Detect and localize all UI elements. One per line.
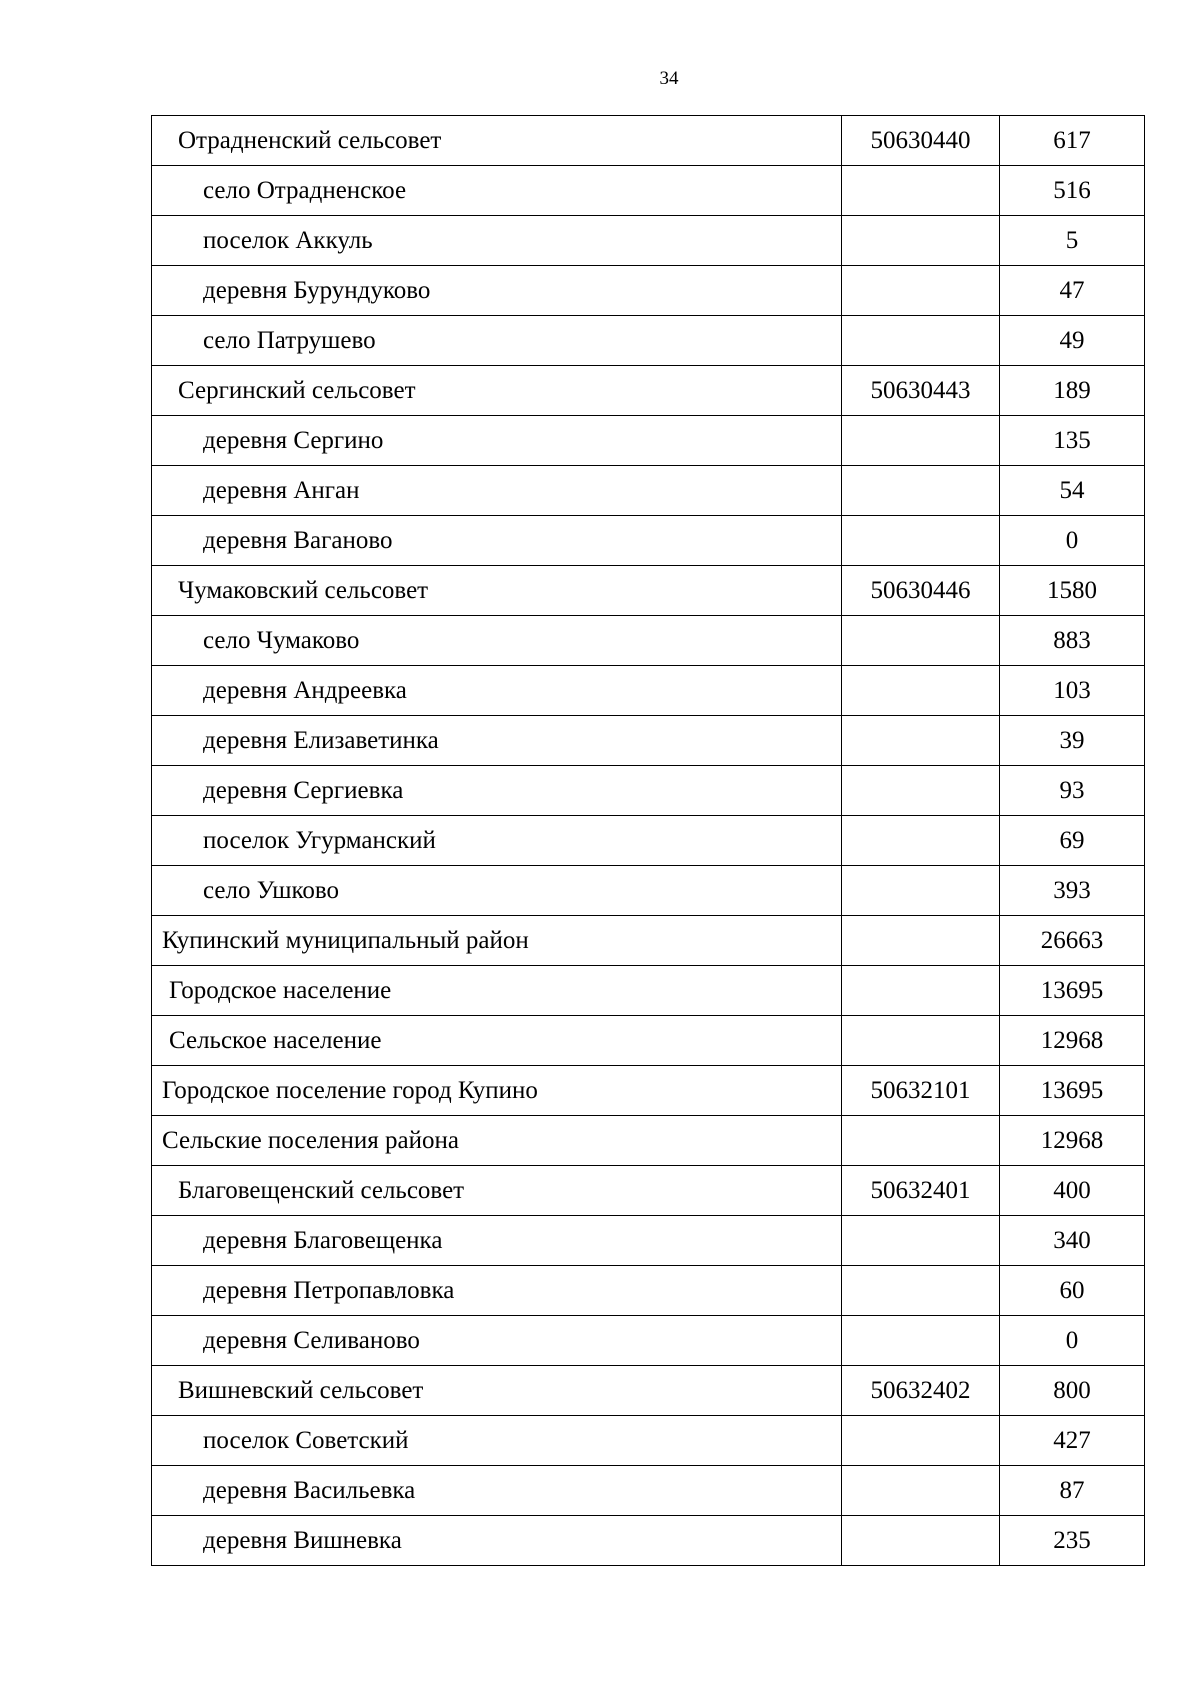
table-row [152, 266, 1145, 316]
row-name-cell: Вишневский сельсовет [152, 1366, 842, 1416]
row-value-cell: 427 [1000, 1416, 1145, 1466]
row-code-cell [842, 516, 1000, 566]
table-row [152, 416, 1145, 466]
row-code-cell: 50632101 [842, 1066, 1000, 1116]
table-row [152, 766, 1145, 816]
row-value-cell: 0 [1000, 1316, 1145, 1366]
row-name-cell: Купинский муниципальный район [152, 916, 842, 966]
row-value-cell: 189 [1000, 366, 1145, 416]
table-body [152, 116, 1145, 1566]
row-name-cell: Городское поселение город Купино [152, 1066, 842, 1116]
table-row [152, 866, 1145, 916]
row-name-cell: поселок Угурманский [152, 816, 842, 866]
row-code-cell [842, 466, 1000, 516]
row-code-cell [842, 216, 1000, 266]
row-code-cell [842, 616, 1000, 666]
row-name-cell: село Патрушево [152, 316, 842, 366]
table-row [152, 1116, 1145, 1166]
row-value-cell: 60 [1000, 1266, 1145, 1316]
row-code-cell [842, 1016, 1000, 1066]
row-value-cell: 235 [1000, 1516, 1145, 1566]
row-code-cell [842, 166, 1000, 216]
row-name-cell: Сельское население [152, 1016, 842, 1066]
row-name-cell: деревня Елизаветинка [152, 716, 842, 766]
row-value-cell: 12968 [1000, 1016, 1145, 1066]
row-code-cell [842, 766, 1000, 816]
row-value-cell: 93 [1000, 766, 1145, 816]
row-value-cell: 0 [1000, 516, 1145, 566]
row-code-cell: 50632401 [842, 1166, 1000, 1216]
row-name-cell: деревня Петропавловка [152, 1266, 842, 1316]
table-row [152, 566, 1145, 616]
row-value-cell: 800 [1000, 1366, 1145, 1416]
row-name-cell: Сельские поселения района [152, 1116, 842, 1166]
row-name-cell: деревня Андреевка [152, 666, 842, 716]
row-code-cell [842, 1266, 1000, 1316]
row-code-cell [842, 1416, 1000, 1466]
row-value-cell: 5 [1000, 216, 1145, 266]
row-code-cell: 50630440 [842, 116, 1000, 166]
row-value-cell: 103 [1000, 666, 1145, 716]
row-name-cell: деревня Сергино [152, 416, 842, 466]
table-row [152, 1216, 1145, 1266]
table-row [152, 1166, 1145, 1216]
row-value-cell: 26663 [1000, 916, 1145, 966]
table-row [152, 366, 1145, 416]
row-code-cell: 50630443 [842, 366, 1000, 416]
row-name-cell: деревня Селиваново [152, 1316, 842, 1366]
row-name-cell: Отрадненский сельсовет [152, 116, 842, 166]
row-name-cell: деревня Сергиевка [152, 766, 842, 816]
row-code-cell [842, 666, 1000, 716]
row-code-cell [842, 1516, 1000, 1566]
row-value-cell: 12968 [1000, 1116, 1145, 1166]
row-value-cell: 13695 [1000, 966, 1145, 1016]
row-name-cell: село Ушково [152, 866, 842, 916]
row-value-cell: 135 [1000, 416, 1145, 466]
row-code-cell [842, 1316, 1000, 1366]
row-name-cell: деревня Ваганово [152, 516, 842, 566]
table-row [152, 616, 1145, 666]
row-code-cell [842, 1466, 1000, 1516]
table-row [152, 1266, 1145, 1316]
row-code-cell [842, 716, 1000, 766]
row-name-cell: село Чумаково [152, 616, 842, 666]
row-value-cell: 87 [1000, 1466, 1145, 1516]
population-table [151, 115, 1145, 1566]
table-row [152, 516, 1145, 566]
row-code-cell [842, 316, 1000, 366]
row-value-cell: 1580 [1000, 566, 1145, 616]
row-code-cell [842, 1216, 1000, 1266]
table-row [152, 966, 1145, 1016]
row-value-cell: 617 [1000, 116, 1145, 166]
row-code-cell [842, 966, 1000, 1016]
row-value-cell: 516 [1000, 166, 1145, 216]
row-code-cell [842, 816, 1000, 866]
row-value-cell: 883 [1000, 616, 1145, 666]
row-value-cell: 47 [1000, 266, 1145, 316]
row-code-cell [842, 266, 1000, 316]
table-row [152, 816, 1145, 866]
table-row [152, 1416, 1145, 1466]
row-code-cell [842, 1116, 1000, 1166]
row-value-cell: 69 [1000, 816, 1145, 866]
row-name-cell: деревня Вишневка [152, 1516, 842, 1566]
table-row [152, 216, 1145, 266]
row-code-cell: 50630446 [842, 566, 1000, 616]
table-row [152, 1516, 1145, 1566]
row-code-cell [842, 416, 1000, 466]
table-row [152, 716, 1145, 766]
row-name-cell: поселок Советский [152, 1416, 842, 1466]
table-row [152, 1066, 1145, 1116]
row-value-cell: 54 [1000, 466, 1145, 516]
table-row [152, 316, 1145, 366]
table-row [152, 1016, 1145, 1066]
row-name-cell: деревня Васильевка [152, 1466, 842, 1516]
table-row [152, 666, 1145, 716]
row-name-cell: деревня Анган [152, 466, 842, 516]
row-name-cell: Благовещенский сельсовет [152, 1166, 842, 1216]
row-code-cell [842, 866, 1000, 916]
row-code-cell [842, 916, 1000, 966]
row-value-cell: 400 [1000, 1166, 1145, 1216]
table-row [152, 116, 1145, 166]
row-name-cell: Чумаковский сельсовет [152, 566, 842, 616]
table-row [152, 466, 1145, 516]
table-row [152, 1316, 1145, 1366]
table-row [152, 1366, 1145, 1416]
row-value-cell: 340 [1000, 1216, 1145, 1266]
row-value-cell: 393 [1000, 866, 1145, 916]
page-number: 34 [659, 68, 679, 89]
row-name-cell: Сергинский сельсовет [152, 366, 842, 416]
row-value-cell: 13695 [1000, 1066, 1145, 1116]
row-name-cell: деревня Благовещенка [152, 1216, 842, 1266]
row-code-cell: 50632402 [842, 1366, 1000, 1416]
row-name-cell: Городское население [152, 966, 842, 1016]
table-row [152, 1466, 1145, 1516]
row-name-cell: село Отрадненское [152, 166, 842, 216]
row-name-cell: деревня Бурундуково [152, 266, 842, 316]
table-row [152, 166, 1145, 216]
table-row [152, 916, 1145, 966]
row-value-cell: 49 [1000, 316, 1145, 366]
row-name-cell: поселок Аккуль [152, 216, 842, 266]
row-value-cell: 39 [1000, 716, 1145, 766]
